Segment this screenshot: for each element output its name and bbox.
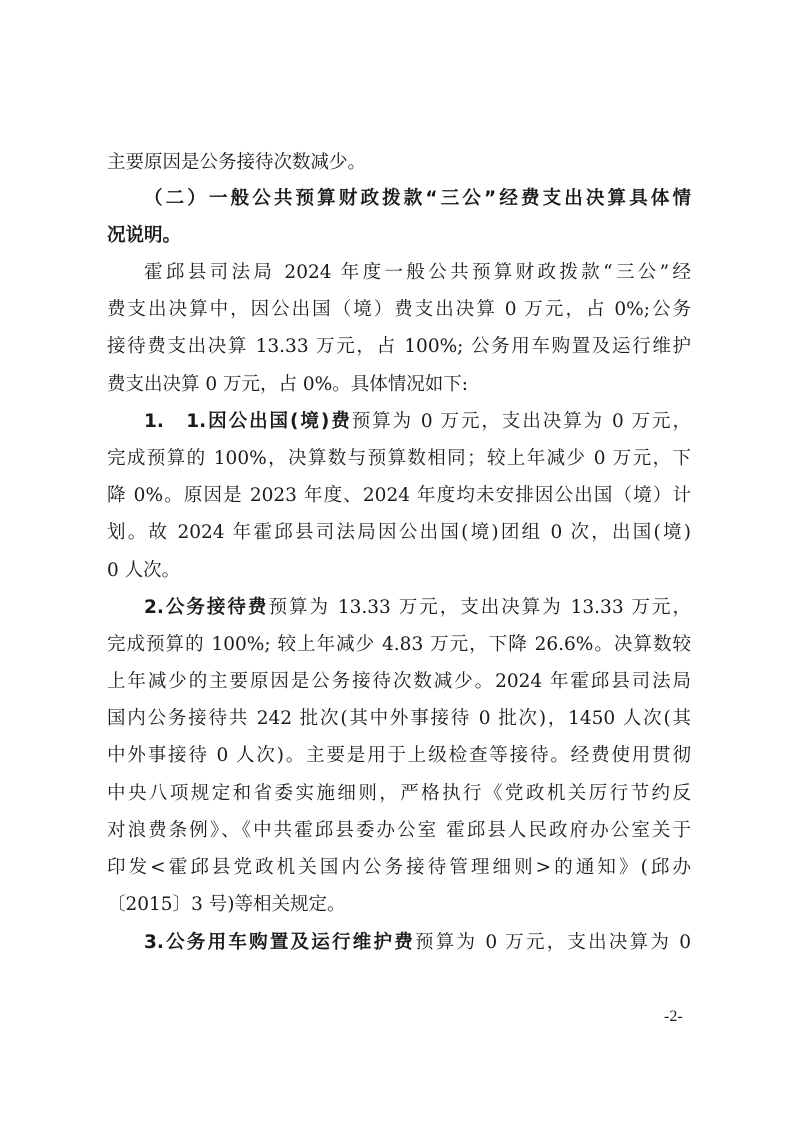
paragraph-line: 主要原因是公务接待次数减少。: [107, 152, 367, 173]
paragraph-line: 中央八项规定和省委实施细则，严格执行《党政机关厉行节约反: [107, 783, 691, 804]
item-2-text: 预算为 13.33 万元，支出决算为 13.33 万元，: [268, 597, 691, 618]
item-2-title: 2.公务接待费: [144, 597, 269, 618]
paragraph-line: 霍邱县司法局 2024 年度一般公共预算财政拨款“三公”经: [144, 262, 691, 283]
section-heading: （二）一般公共预算财政拨款“三公”经费支出决算具体情: [144, 188, 691, 209]
paragraph-line: 接待费支出决算 13.33 万元，占 100%; 公务用车购置及运行维护: [107, 336, 691, 357]
paragraph-line: 印发<霍邱县党政机关国内公务接待管理细则>的通知》(邱办: [107, 857, 691, 878]
paragraph-line: 费支出决算中，因公出国（境）费支出决算 0 万元，占 0%;公务: [107, 299, 691, 320]
item-3-text: 预算为 0 万元，支出决算为 0: [415, 932, 692, 953]
paragraph-line: 降 0%。原因是 2023 年度、2024 年度均未安排因公出国（境）计: [107, 485, 691, 506]
item-1-title: 1. 1.因公出国(境)费: [144, 411, 352, 432]
page-number: -2-: [664, 1008, 683, 1025]
paragraph-line: 〔2015〕3 号)等相关规定。: [107, 894, 346, 915]
paragraph-line: 完成预算的 100%，决算数与预算数相同；较上年减少 0 万元，下: [107, 448, 691, 469]
paragraph-line: 费支出决算 0 万元，占 0%。具体情况如下:: [107, 374, 468, 395]
item-1-line: [144, 407, 691, 437]
paragraph-line: 对浪费条例》、《中共霍邱县委办公室 霍邱县人民政府办公室关于: [107, 820, 691, 841]
item-3-line: [144, 928, 691, 958]
paragraph-line: 0 人次。: [107, 560, 181, 581]
paragraph-line: 划。故 2024 年霍邱县司法局因公出国(境)团组 0 次，出国(境): [107, 522, 691, 543]
item-2-line: [144, 593, 691, 623]
paragraph-line: 上年减少的主要原因是公务接待次数减少。2024 年霍邱县司法局: [107, 671, 691, 692]
paragraph-line: 国内公务接待共 242 批次(其中外事接待 0 批次)，1450 人次(其: [107, 708, 691, 729]
item-3-title: 3.公务用车购置及运行维护费: [144, 932, 415, 953]
section-heading-cont: 况说明。: [107, 225, 182, 246]
item-1-text: 预算为 0 万元，支出决算为 0 万元，: [351, 411, 691, 432]
paragraph-line: 完成预算的 100%; 较上年减少 4.83 万元，下降 26.6%。决算数较: [107, 634, 691, 655]
paragraph-line: 中外事接待 0 人次)。主要是用于上级检查等接待。经费使用贯彻: [107, 745, 691, 766]
